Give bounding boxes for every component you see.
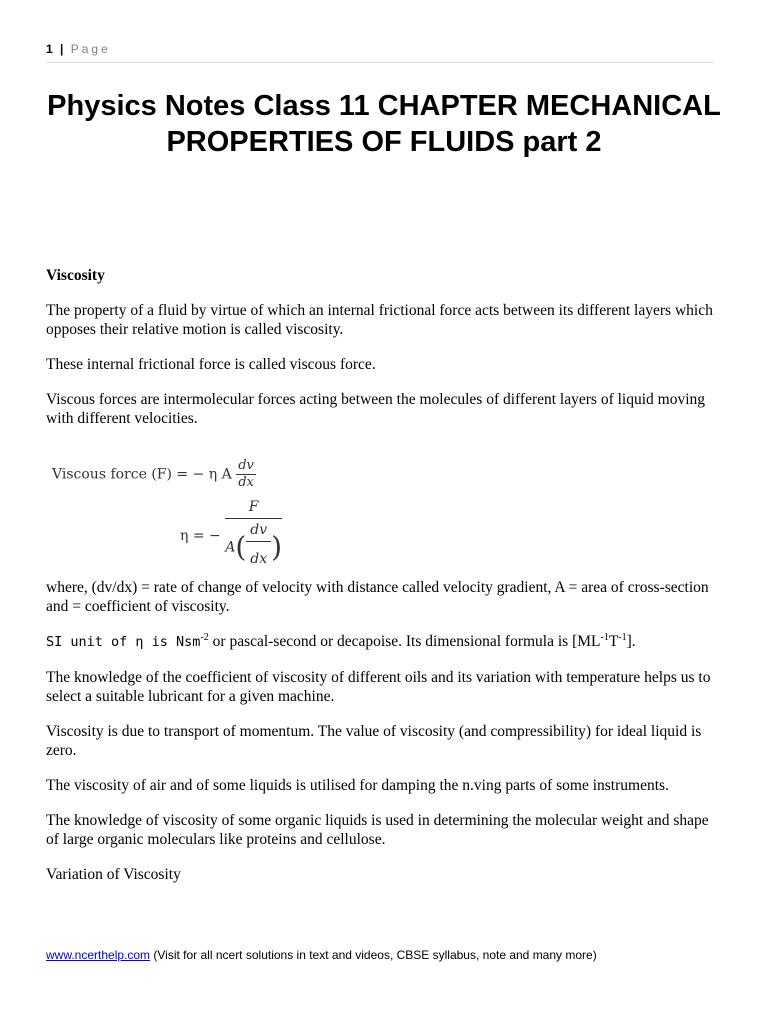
formula-line-1 [52,458,256,491]
page-word: Page [70,42,111,56]
inner-gradient-fraction [246,519,271,576]
page-footer [46,948,722,962]
paragraph-lubricant: The knowledge of the coefficient of viscosity of different oils and its variation with temperature helps us to select a suitable lubricant for a given machine. [46,669,711,705]
paragraph-variation: Variation of Viscosity [46,866,181,883]
eta-numerator: F [225,496,282,519]
area-symbol: A [225,539,236,556]
section-heading: Viscosity [46,267,105,284]
paragraph-organic: The knowledge of viscosity of some organic liquids is used in determining the molecular weight and shape of large organic moleculars like proteins and cellulose. [46,812,709,848]
paragraph-intermolecular: Viscous forces are intermolecular forces acting between the molecules of different layers of liquid moving with different velocities. [46,391,706,427]
eta-fraction [225,496,282,576]
inner-numerator: dv [246,519,271,542]
si-unit-prefix: SI unit of η is Nsm [46,634,201,650]
right-paren: ) [271,530,283,564]
exponent-1: -2 [200,631,209,643]
velocity-gradient-fraction [236,458,256,491]
paragraph-si-unit [46,632,722,652]
fraction-numerator: dv [238,458,254,473]
exponent-3: -1 [618,631,627,643]
footer-text: (Visit for all ncert solutions in text and videos, CBSE syllabus, note and many more) [150,948,597,962]
page-number: 1 [46,42,54,56]
formula-line-2 [180,496,282,576]
eta-denominator [225,519,282,576]
paragraph-definition: The property of a fluid by virtue of which an internal frictional force acts between its different layers which opposes their relative motion is called viscosity. [46,302,713,338]
document-title: Physics Notes Class 11 CHAPTER MECHANICAL PROPERTIES OF FLUIDS part 2 [47,90,721,158]
fraction-denominator: dx [238,475,254,490]
viscosity-formula [52,444,312,567]
paragraph-viscous-force: These internal frictional force is called viscous force. [46,356,376,373]
paragraph-momentum: Viscosity is due to transport of momentum. The value of viscosity (and compressibility) for ideal liquid is zero. [46,723,702,759]
formula-lhs-2: η = − [180,528,221,544]
paragraph-where: where, (dv/dx) = rate of change of velocity with distance called velocity gradient, A = area of cross-section and = coefficient of viscosity. [46,579,709,615]
footer-link[interactable]: www.ncerthelp.com [46,948,151,962]
exponent-2: -1 [600,631,609,643]
document-body [46,266,722,900]
dimension-t: T [608,633,619,650]
paragraph-damping: The viscosity of air and of some liquids is utilised for damping the n.ving parts of some instruments. [46,777,669,794]
formula-lhs-1: Viscous force (F) = − η A [52,466,232,483]
left-paren: ( [235,530,247,564]
si-unit-middle: or pascal-second or decapoise. Its dimensional formula is [ML [208,633,601,650]
page-separator: | [60,42,65,56]
page-header [46,42,714,63]
inner-denominator: dx [250,551,268,567]
si-unit-end: ]. [626,633,636,650]
